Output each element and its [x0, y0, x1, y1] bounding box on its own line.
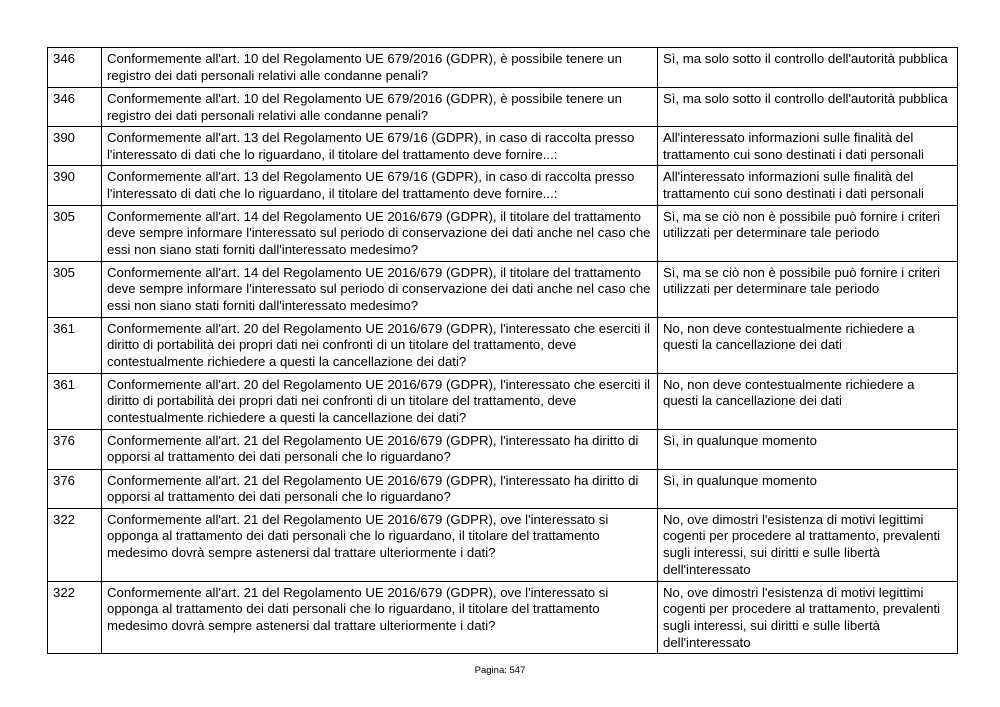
question-number: 390: [48, 127, 102, 166]
question-number: 361: [48, 317, 102, 373]
page-number: Pagina: 547: [474, 665, 526, 676]
answer-text: Sì, ma se ciò non è possibile può fornire i criteri utilizzati per determinare tale periodo: [658, 205, 958, 261]
question-number: 376: [48, 469, 102, 508]
question-number: 390: [48, 166, 102, 205]
table-row: [48, 373, 958, 429]
question-text: Conformemente all'art. 14 del Regolamento UE 2016/679 (GDPR), il titolare del trattamento deve sempre informare l'interessato sul periodo di conservazione dei dati anche nel caso che essi non siano stati forniti dall'interessato medesimo?: [102, 261, 658, 317]
question-table: [47, 47, 958, 654]
question-text: Conformemente all'art. 10 del Regolamento UE 679/2016 (GDPR), è possibile tenere un registro dei dati personali relativi alle condanne penali?: [102, 88, 658, 127]
answer-text: Sì, ma solo sotto il controllo dell'autorità pubblica: [658, 48, 958, 88]
answer-text: No, ove dimostri l'esistenza di motivi legittimi cogenti per procedere al trattamento, prevalenti sugli interessi, sui diritti e sulle libertà dell'interessato: [658, 581, 958, 653]
question-text: Conformemente all'art. 21 del Regolamento UE 2016/679 (GDPR), l'interessato ha diritto di opporsi al trattamento dei dati personali che lo riguardano?: [102, 429, 658, 469]
question-text: Conformemente all'art. 20 del Regolamento UE 2016/679 (GDPR), l'interessato che eserciti il diritto di portabilità dei propri dati nei confronti di un titolare del trattamento, deve contestualmente richiedere a questi la cancellazione dei dati?: [102, 373, 658, 429]
table-row: [48, 429, 958, 469]
question-text: Conformemente all'art. 14 del Regolamento UE 2016/679 (GDPR), il titolare del trattamento deve sempre informare l'interessato sul periodo di conservazione dei dati anche nel caso che essi non siano stati forniti dall'interessato medesimo?: [102, 205, 658, 261]
question-number: 361: [48, 373, 102, 429]
table-row: [48, 127, 958, 166]
question-text: Conformemente all'art. 20 del Regolamento UE 2016/679 (GDPR), l'interessato che eserciti il diritto di portabilità dei propri dati nei confronti di un titolare del trattamento, deve contestualmente richiedere a questi la cancellazione dei dati?: [102, 317, 658, 373]
question-number: 322: [48, 508, 102, 581]
table-row: [48, 317, 958, 373]
answer-text: No, non deve contestualmente richiedere a questi la cancellazione dei dati: [658, 373, 958, 429]
table-row: [48, 205, 958, 261]
answer-text: Sì, in qualunque momento: [658, 469, 958, 508]
table-row: [48, 508, 958, 581]
question-text: Conformemente all'art. 13 del Regolamento UE 679/16 (GDPR), in caso di raccolta presso l'interessato di dati che lo riguardano, il titolare del trattamento deve fornire...:: [102, 127, 658, 166]
answer-text: All'interessato informazioni sulle finalità del trattamento cui sono destinati i dati personali: [658, 166, 958, 205]
question-number: 305: [48, 205, 102, 261]
question-number: 322: [48, 581, 102, 653]
question-text: Conformemente all'art. 21 del Regolamento UE 2016/679 (GDPR), ove l'interessato si opponga al trattamento dei dati personali che lo riguardano, il titolare del trattamento medesimo dovrà sempre astenersi dal trattare ulteriormente i dati?: [102, 581, 658, 653]
table-row: [48, 581, 958, 653]
question-number: 305: [48, 261, 102, 317]
table-row: [48, 261, 958, 317]
question-text: Conformemente all'art. 21 del Regolamento UE 2016/679 (GDPR), l'interessato ha diritto di opporsi al trattamento dei dati personali che lo riguardano?: [102, 469, 658, 508]
question-text: Conformemente all'art. 13 del Regolamento UE 679/16 (GDPR), in caso di raccolta presso l'interessato di dati che lo riguardano, il titolare del trattamento deve fornire...:: [102, 166, 658, 205]
table-row: [48, 469, 958, 508]
table-row: [48, 88, 958, 127]
question-number: 376: [48, 429, 102, 469]
question-text: Conformemente all'art. 21 del Regolamento UE 2016/679 (GDPR), ove l'interessato si opponga al trattamento dei dati personali che lo riguardano, il titolare del trattamento medesimo dovrà sempre astenersi dal trattare ulteriormente i dati?: [102, 508, 658, 581]
answer-text: Sì, ma solo sotto il controllo dell'autorità pubblica: [658, 88, 958, 127]
question-text: Conformemente all'art. 10 del Regolamento UE 679/2016 (GDPR), è possibile tenere un registro dei dati personali relativi alle condanne penali?: [102, 48, 658, 88]
question-number: 346: [48, 48, 102, 88]
answer-text: Sì, ma se ciò non è possibile può fornire i criteri utilizzati per determinare tale periodo: [658, 261, 958, 317]
table-row: [48, 48, 958, 88]
table-row: [48, 166, 958, 205]
answer-text: All'interessato informazioni sulle finalità del trattamento cui sono destinati i dati personali: [658, 127, 958, 166]
answer-text: No, non deve contestualmente richiedere a questi la cancellazione dei dati: [658, 317, 958, 373]
answer-text: Sì, in qualunque momento: [658, 429, 958, 469]
answer-text: No, ove dimostri l'esistenza di motivi legittimi cogenti per procedere al trattamento, prevalenti sugli interessi, sui diritti e sulle libertà dell'interessato: [658, 508, 958, 581]
question-number: 346: [48, 88, 102, 127]
